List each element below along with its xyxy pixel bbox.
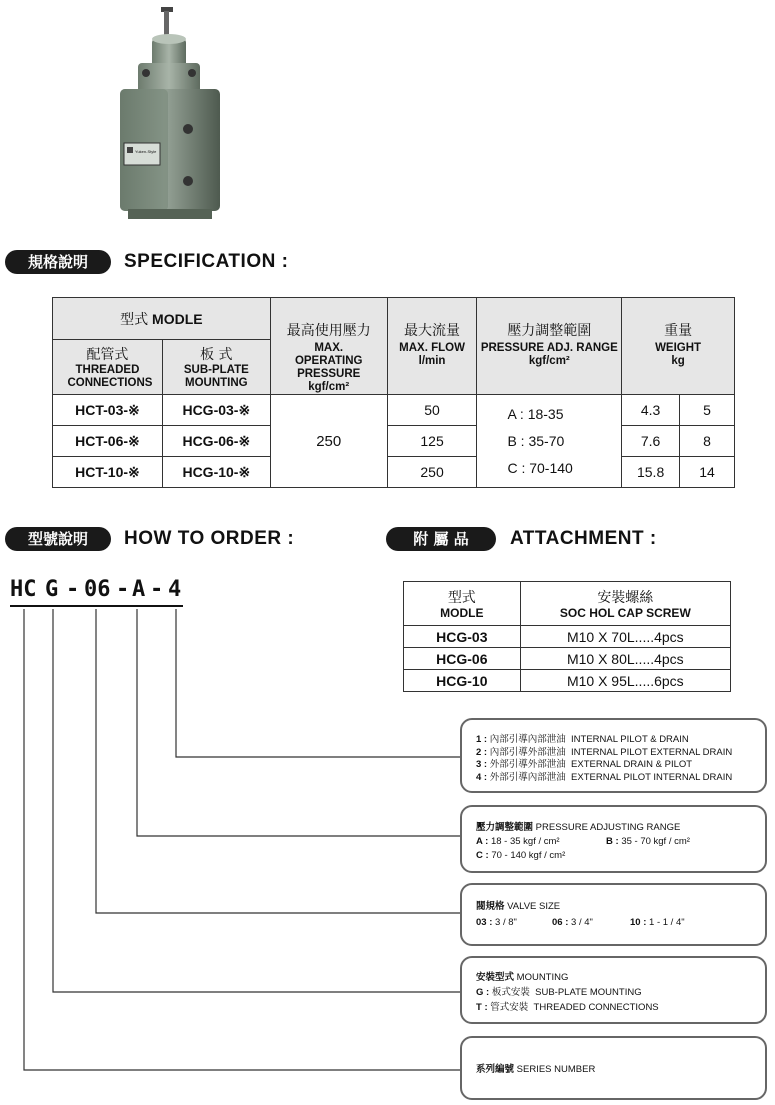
- att-model: HCG-10: [404, 670, 521, 692]
- threaded-header: 配管式 THREADED CONNECTIONS: [53, 340, 163, 395]
- weight-value: 5: [680, 395, 735, 426]
- code-dash: -: [116, 577, 130, 602]
- adj-range-header: 壓力調整範圍 PRESSURE ADJ. RANGE kgf/cm²: [477, 298, 622, 395]
- weight-header: 重量 WEIGHT kg: [622, 298, 735, 395]
- pressure-value: 250: [270, 395, 387, 488]
- table-row: [404, 648, 731, 670]
- valve-size-title: 閥規格 VALVE SIZE: [476, 901, 561, 912]
- code-size: 06: [84, 577, 111, 602]
- specification-pill: 規格說明: [5, 250, 111, 274]
- threaded-model: HCT-03-※: [53, 395, 163, 426]
- pressure-range-box: [460, 805, 767, 873]
- svg-text:Yuken-Style: Yuken-Style: [135, 149, 157, 154]
- pressure-range-ab: A : 18 - 35 kgf / cm² B : 35 - 70 kgf / cm²: [476, 836, 690, 847]
- pressure-range-title: 壓力調整範圍 PRESSURE ADJUSTING RANGE: [476, 822, 681, 833]
- series-number-title: 系列編號 SERIES NUMBER: [476, 1064, 596, 1075]
- mounting-box: [460, 956, 767, 1024]
- pilot-option: 4 : 外部引導內部泄油 EXTERNAL PILOT INTERNAL DRAIN: [476, 771, 733, 783]
- flow-value: 50: [387, 395, 477, 426]
- attachment-table: [403, 581, 731, 692]
- att-model: HCG-03: [404, 626, 521, 648]
- subplate-header: 板 式 SUB-PLATE MOUNTING: [162, 340, 270, 395]
- table-row: [404, 670, 731, 692]
- att-screw: M10 X 95L.....6pcs: [520, 670, 730, 692]
- subplate-model: HCG-10-※: [162, 457, 270, 488]
- code-dash: -: [66, 577, 80, 602]
- flow-value: 125: [387, 426, 477, 457]
- weight-value: 7.6: [622, 426, 680, 457]
- code-pilot: 4: [168, 577, 182, 602]
- adj-range-values: A : 18-35 B : 35-70 C : 70-140: [477, 395, 622, 488]
- pilot-option: 1 : 內部引導內部泄油 INTERNAL PILOT & DRAIN: [476, 734, 689, 745]
- code-mounting: G: [45, 577, 59, 602]
- weight-value: 15.8: [622, 457, 680, 488]
- att-screw-header: 安裝螺絲 SOC HOL CAP SCREW: [520, 582, 730, 626]
- threaded-model: HCT-06-※: [53, 426, 163, 457]
- order-heading: HOW TO ORDER :: [124, 528, 295, 549]
- pressure-range-c: C : 70 - 140 kgf / cm²: [476, 850, 566, 861]
- att-screw: M10 X 70L.....4pcs: [520, 626, 730, 648]
- valve-size-options: 03 : 3 / 8" 06 : 3 / 4" 10 : 1 - 1 / 4": [476, 917, 685, 928]
- pressure-header: 最高使用壓力 MAX. OPERATING PRESSURE kgf/cm²: [270, 298, 387, 395]
- pilot-option: 3 : 外部引導外部泄油 EXTERNAL DRAIN & PILOT: [476, 759, 693, 770]
- series-number-box: [460, 1036, 767, 1100]
- weight-value: 8: [680, 426, 735, 457]
- valve-size-box: [460, 883, 767, 946]
- code-series: HC: [10, 577, 37, 602]
- code-dash: -: [150, 577, 164, 602]
- pilot-drain-box: [460, 718, 767, 793]
- weight-value: 4.3: [622, 395, 680, 426]
- flow-header: 最大流量 MAX. FLOW l/min: [387, 298, 477, 395]
- weight-value: 14: [680, 457, 735, 488]
- subplate-model: HCG-06-※: [162, 426, 270, 457]
- attachment-heading: ATTACHMENT :: [510, 528, 657, 549]
- order-pill: 型號說明: [5, 527, 111, 551]
- att-type-header: 型式 MODLE: [404, 582, 521, 626]
- table-row: [404, 626, 731, 648]
- code-pressure: A: [132, 577, 146, 602]
- type-header: 型式 MODLE: [53, 298, 271, 340]
- flow-value: 250: [387, 457, 477, 488]
- subplate-model: HCG-03-※: [162, 395, 270, 426]
- attachment-pill: 附 屬 品: [386, 527, 496, 551]
- mounting-title: 安裝型式 MOUNTING: [476, 972, 569, 983]
- att-model: HCG-06: [404, 648, 521, 670]
- pilot-option: 2 : 內部引導外部泄油 INTERNAL PILOT EXTERNAL DRAIN: [476, 746, 733, 758]
- specification-heading: SPECIFICATION :: [124, 251, 289, 272]
- threaded-model: HCT-10-※: [53, 457, 163, 488]
- mounting-g: G : 板式安裝 SUB-PLATE MOUNTING: [476, 987, 642, 998]
- mounting-t: T : 管式安裝 THREADED CONNECTIONS: [476, 1002, 659, 1013]
- att-screw: M10 X 80L.....4pcs: [520, 648, 730, 670]
